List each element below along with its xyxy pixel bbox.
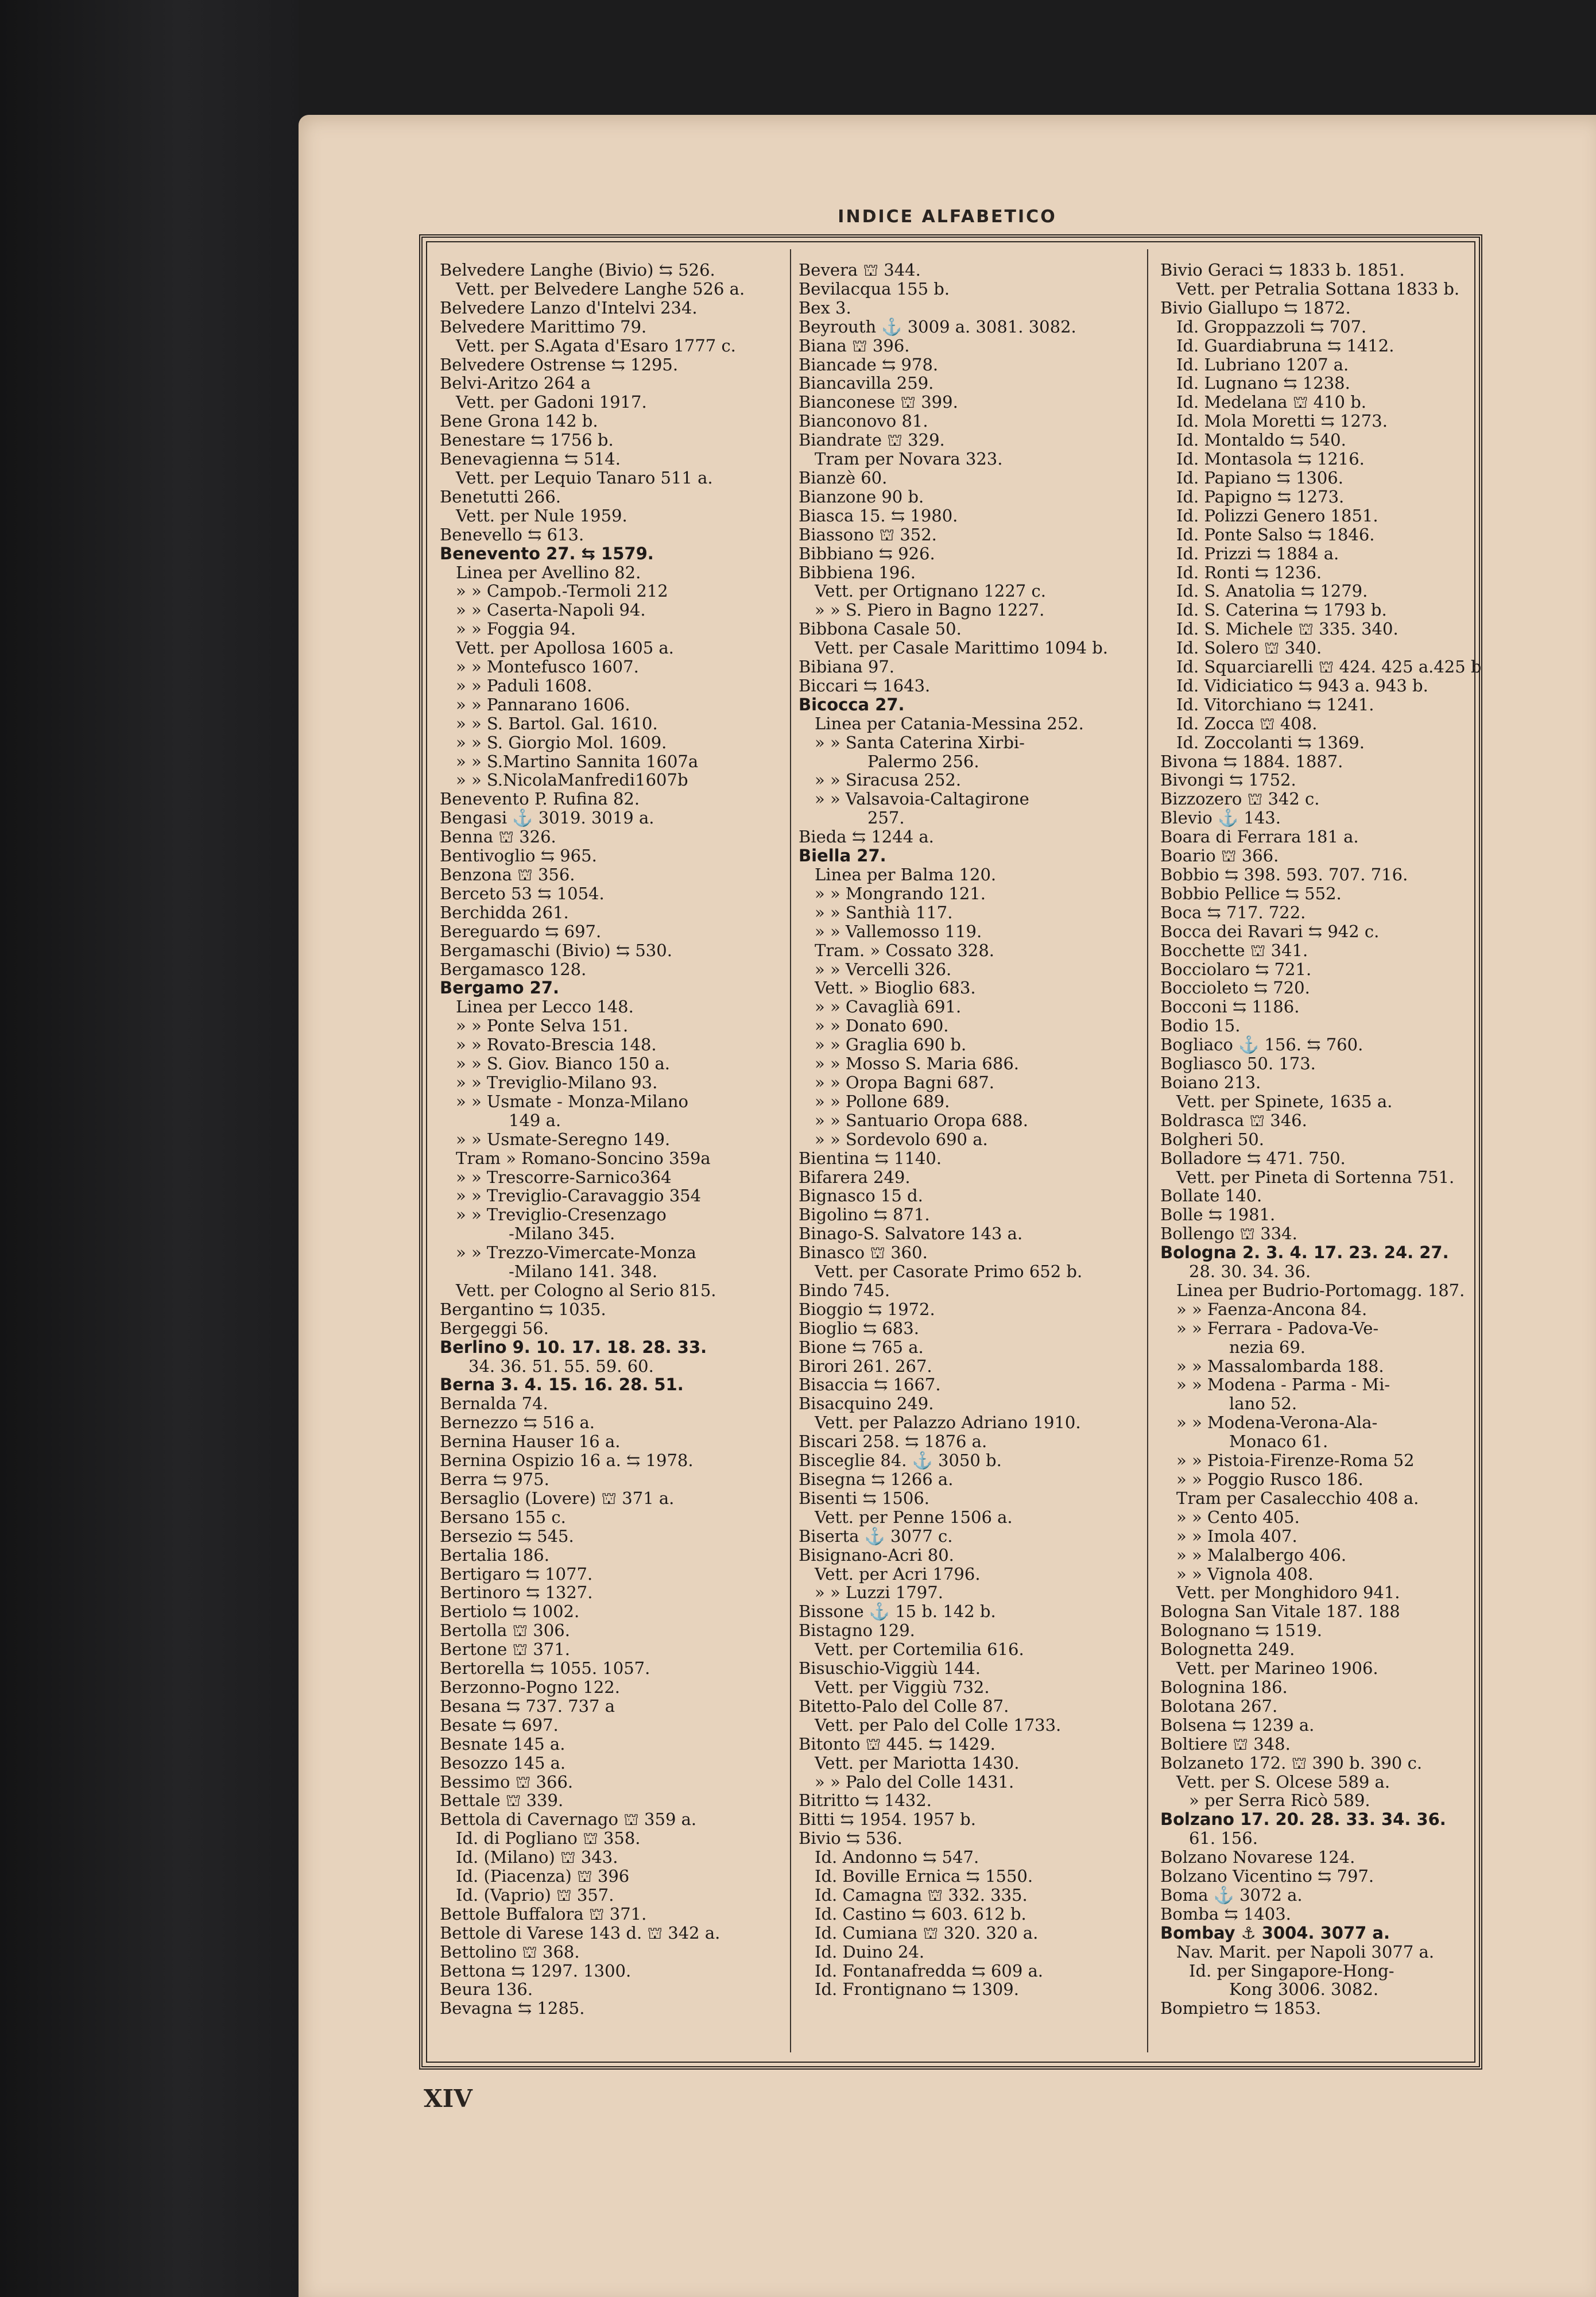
index-entry: » » Pannarano 1606. [456,694,630,714]
index-entry: » » Usmate - Monza-Milano [456,1091,688,1111]
index-entry: Biancade ⇆ 978. [799,354,939,374]
index-entry: » » Foggia 94. [456,619,576,639]
index-entry: Id. Papiano ⇆ 1306. [1176,467,1343,488]
index-entry: Id. Squarciarelli ⛫ 424. 425 a.425 b [1176,657,1482,677]
index-entry: Id. Montaldo ⇆ 540. [1176,430,1346,450]
index-entry: » » Malalbergo 406. [1176,1545,1347,1565]
index-entry: » » Donato 690. [815,1016,949,1036]
index-entry: Bogliaco ⚓ 156. ⇆ 760. [1160,1035,1363,1055]
index-entry: Id. Andonno ⇆ 547. [815,1847,979,1867]
index-entry: Vett. per Pineta di Sortenna 751. [1176,1167,1455,1187]
index-entry: » » S. Giov. Bianco 150 a. [456,1054,671,1074]
index-entry: Binasco ⛫ 360. [799,1243,928,1263]
index-entry: » » Santuario Oropa 688. [815,1110,1028,1130]
index-entry: Bivona ⇆ 1884. 1887. [1160,751,1343,771]
index-entry: Id. Vidiciatico ⇆ 943 a. 943 b. [1176,675,1428,695]
index-entry: Bevilacqua 155 b. [799,279,950,299]
index-entry: Biana ⛫ 396. [799,335,910,355]
index-entry: Belvedere Ostrense ⇆ 1295. [440,354,679,374]
index-entry: Besnate 145 a. [440,1734,565,1754]
index-entry: Bolognano ⇆ 1519. [1160,1621,1322,1641]
index-entry: Vett. per S.Agata d'Esaro 1777 c. [456,335,736,355]
index-entry: Id. Lugnano ⇆ 1238. [1176,373,1350,393]
index-entry: 34. 36. 51. 55. 59. 60. [468,1356,654,1376]
index-entry: Linea per Budrio-Portomagg. 187. [1176,1280,1465,1300]
index-entry: Bianconese ⛫ 399. [799,392,958,412]
index-entry: Bersezio ⇆ 545. [440,1526,574,1546]
index-entry: Bergamaschi (Bivio) ⇆ 530. [440,940,672,960]
index-entry: » » Pollone 689. [815,1091,950,1111]
index-entry: Vett. per Petralia Sottana 1833 b. [1176,279,1460,299]
index-entry: Boldrasca ⛫ 346. [1160,1110,1307,1130]
index-column-1 [440,261,784,2052]
index-entry: Bernina Ospizio 16 a. ⇆ 1978. [440,1451,694,1471]
index-entry: Bertorella ⇆ 1055. 1057. [440,1658,650,1679]
index-entry: Blevio ⚓ 143. [1160,808,1281,828]
index-entry: Id. (Vaprio) ⛫ 357. [456,1885,614,1905]
index-entry: Tram per Novara 323. [815,449,1003,469]
index-entry: Bolognina 186. [1160,1677,1288,1697]
index-entry: » » Cento 405. [1176,1507,1300,1527]
index-entry: Bogliasco 50. 173. [1160,1054,1316,1074]
index-entry: Bomba ⇆ 1403. [1160,1904,1291,1924]
index-entry: Id. (Piacenza) ⛫ 396 [456,1866,630,1886]
index-entry: Bolle ⇆ 1981. [1160,1205,1276,1225]
index-entry: » » Massalombarda 188. [1176,1356,1384,1376]
index-entry: Id. S. Anatolia ⇆ 1279. [1176,581,1368,601]
index-entry: Id. Papigno ⇆ 1273. [1176,486,1345,506]
index-entry: Tram. » Cossato 328. [815,940,994,960]
background-fabric [0,0,299,2297]
index-entry: Bernina Hauser 16 a. [440,1432,621,1452]
index-entry: » » Sordevolo 690 a. [815,1129,988,1149]
index-entry: » » S. Giorgio Mol. 1609. [456,732,667,752]
index-entry: Besozzo 145 a. [440,1753,566,1773]
index-entry: Linea per Catania-Messina 252. [815,713,1084,733]
index-entry: Id. Duino 24. [815,1942,925,1962]
index-entry: Bibiana 97. [799,657,895,677]
index-entry: Bocconi ⇆ 1186. [1160,997,1300,1017]
index-entry: Bertigaro ⇆ 1077. [440,1564,593,1584]
index-entry: Berchidda 261. [440,902,569,922]
index-entry: Bex 3. [799,297,851,318]
index-entry: » » Trescorre-Sarnico364 [456,1167,672,1187]
index-entry: Id. Frontignano ⇆ 1309. [815,1979,1019,2000]
index-entry: Id. S. Caterina ⇆ 1793 b. [1176,600,1387,620]
index-entry: Benna ⛫ 326. [440,827,556,847]
index-column-2 [799,261,1126,2052]
index-entry: Bisacquino 249. [799,1394,934,1414]
index-entry: Biasca 15. ⇆ 1980. [799,505,958,525]
index-entry: Berceto 53 ⇆ 1054. [440,883,605,903]
index-entry: Bertolla ⛫ 306. [440,1621,570,1641]
index-entry: Bocciolaro ⇆ 721. [1160,959,1312,979]
index-frame [419,234,1482,2070]
index-entry: Bissone ⚓ 15 b. 142 b. [799,1602,996,1622]
index-entry: Benevento 27. ⇆ 1579. [440,543,654,563]
index-entry: » » S.Martino Sannita 1607a [456,751,699,771]
index-entry: Bergamo 27. [440,978,560,998]
index-entry: Bolotana 267. [1160,1696,1278,1716]
index-entry: Bifarera 249. [799,1167,911,1187]
column-divider-2 [1147,249,1148,2052]
index-entry: -Milano 141. 348. [509,1262,658,1282]
index-entry: Bergantino ⇆ 1035. [440,1299,606,1319]
index-entry: Bolzano 17. 20. 28. 33. 34. 36. [1160,1809,1446,1830]
index-entry: Bindo 745. [799,1280,890,1300]
index-entry: Bolzano Novarese 124. [1160,1847,1355,1867]
index-entry: Id. Groppazzoli ⇆ 707. [1176,316,1367,337]
index-entry: Bitonto ⛫ 445. ⇆ 1429. [799,1734,995,1754]
index-entry: Id. Boville Ernica ⇆ 1550. [815,1866,1033,1886]
index-entry: Boma ⚓ 3072 a. [1160,1885,1303,1905]
index-entry: Belvedere Langhe (Bivio) ⇆ 526. [440,261,715,280]
page-number: XIV [424,2085,472,2113]
index-entry: Beyrouth ⚓ 3009 a. 3081. 3082. [799,316,1076,337]
index-entry: Bombay ⚓ 3004. 3077 a. [1160,1923,1390,1943]
index-entry: » » Campob.-Termoli 212 [456,581,668,601]
index-entry: Bitetto-Palo del Colle 87. [799,1696,1009,1716]
index-entry: » » Imola 407. [1176,1526,1297,1546]
index-entry: Bobbio ⇆ 398. 593. 707. 716. [1160,865,1408,884]
index-entry: Benestare ⇆ 1756 b. [440,430,614,450]
index-entry: Belvedere Lanzo d'Intelvi 234. [440,297,698,318]
index-entry: Kong 3006. 3082. [1229,1979,1379,2000]
index-entry: Bertiolo ⇆ 1002. [440,1602,580,1622]
index-entry: Id. Vitorchiano ⇆ 1241. [1176,694,1374,714]
index-entry: » » Mosso S. Maria 686. [815,1054,1019,1074]
index-entry: Id. Prizzi ⇆ 1884 a. [1176,543,1339,563]
index-entry: Bergamasco 128. [440,959,587,979]
index-entry: Biassono ⛫ 352. [799,524,937,544]
index-entry: » » Usmate-Seregno 149. [456,1129,671,1149]
index-entry: Bigolino ⇆ 871. [799,1205,930,1225]
index-entry: Id. (Milano) ⛫ 343. [456,1847,618,1867]
index-entry: 61. 156. [1189,1828,1258,1849]
index-entry: » » Treviglio-Cresenzago [456,1205,667,1225]
index-entry: Monaco 61. [1229,1432,1328,1452]
index-entry: Bibbiano ⇆ 926. [799,543,935,563]
index-entry: » » Santhià 117. [815,902,953,922]
index-entry: Berna 3. 4. 15. 16. 28. 51. [440,1375,684,1395]
index-entry: -Milano 345. [509,1224,615,1244]
index-entry: Bertalia 186. [440,1545,549,1565]
index-entry: Id. Cumiana ⛫ 320. 320 a. [815,1923,1039,1943]
index-entry: Bieda ⇆ 1244 a. [799,827,934,847]
index-entry: Bolsena ⇆ 1239 a. [1160,1715,1315,1735]
index-entry: Benevello ⇆ 613. [440,524,584,544]
index-entry: Bicocca 27. [799,694,905,714]
index-entry: Bitti ⇆ 1954. 1957 b. [799,1809,976,1830]
index-entry: Berzonno-Pogno 122. [440,1677,620,1697]
index-entry: Bisuschio-Viggiù 144. [799,1658,981,1679]
index-entry: lano 52. [1229,1394,1297,1414]
index-entry: Id. Montasola ⇆ 1216. [1176,449,1365,469]
index-entry: Id. Ronti ⇆ 1236. [1176,562,1322,582]
index-entry: Bisaccia ⇆ 1667. [799,1375,941,1395]
index-entry: Boiano 213. [1160,1072,1261,1092]
index-entry: Vett. per Spinete, 1635 a. [1176,1091,1393,1111]
index-entry: Vett. per Acri 1796. [815,1564,981,1584]
index-entry: » » Modena-Verona-Ala- [1176,1413,1378,1433]
index-entry: Bocchette ⛫ 341. [1160,940,1308,960]
index-entry: Id. Ponte Salso ⇆ 1846. [1176,524,1375,544]
index-entry: Linea per Lecco 148. [456,997,634,1017]
index-entry: Bianconovo 81. [799,411,928,431]
index-entry: Vett. per Palazzo Adriano 1910. [815,1413,1081,1433]
index-entry: » » Oropa Bagni 687. [815,1072,994,1092]
index-entry: Bianzè 60. [799,467,888,488]
index-entry: » per Serra Ricò 589. [1189,1791,1370,1811]
index-entry: Bivio ⇆ 536. [799,1828,903,1849]
index-entry: » » Mongrando 121. [815,883,986,903]
index-entry: Bolzano Vicentino ⇆ 797. [1160,1866,1374,1886]
index-entry: » » Treviglio-Caravaggio 354 [456,1186,702,1206]
index-entry: Bertinoro ⇆ 1327. [440,1583,593,1603]
index-entry: 257. [867,808,905,828]
index-entry: Vett. per Mariotta 1430. [815,1753,1020,1773]
index-entry: Vett. » Bioglio 683. [815,978,976,998]
index-entry: Benevagienna ⇆ 514. [440,449,621,469]
index-entry: Bersaglio (Lovere) ⛫ 371 a. [440,1488,675,1508]
index-entry: Bettole Buffalora ⛫ 371. [440,1904,647,1924]
index-entry: » » Poggio Rusco 186. [1176,1470,1363,1489]
index-entry: Biancavilla 259. [799,373,934,393]
index-entry: Id. Medelana ⛫ 410 b. [1176,392,1367,412]
index-entry: » » Rovato-Brescia 148. [456,1035,657,1055]
page-header: INDICE ALFABETICO [838,207,1057,227]
index-entry: Bentivoglio ⇆ 965. [440,846,597,866]
index-entry: Bollate 140. [1160,1186,1262,1206]
index-entry: Beura 136. [440,1979,533,2000]
index-entry: Bengasi ⚓ 3019. 3019 a. [440,808,654,828]
index-entry: Vett. per Gadoni 1917. [456,392,647,412]
index-entry: Bompietro ⇆ 1853. [1160,1998,1322,2018]
index-entry: Bivio Giallupo ⇆ 1872. [1160,297,1351,318]
index-column-3 [1160,261,1482,2052]
index-entry: Vett. per Casorate Primo 652 b. [815,1262,1083,1282]
index-entry: Bersano 155 c. [440,1507,566,1527]
index-entry: Bevagna ⇆ 1285. [440,1998,585,2018]
index-entry: Benetutti 266. [440,486,561,506]
index-entry: Bettole di Varese 143 d. ⛫ 342 a. [440,1923,720,1943]
index-entry: Linea per Balma 120. [815,865,997,884]
index-entry: » » Cavaglià 691. [815,997,962,1017]
index-entry: Biserta ⚓ 3077 c. [799,1526,953,1546]
index-entry: Bobbio Pellice ⇆ 552. [1160,883,1342,903]
index-entry: » » Santa Caterina Xirbi- [815,732,1025,752]
index-entry: Boltiere ⛫ 348. [1160,1734,1291,1754]
index-entry: » » Palo del Colle 1431. [815,1772,1014,1792]
index-entry: Bergeggi 56. [440,1318,549,1338]
index-entry: Biscari 258. ⇆ 1876 a. [799,1432,987,1452]
index-entry: » » Montefusco 1607. [456,657,639,677]
index-entry: » » Vallemosso 119. [815,921,982,941]
index-entry: Bivongi ⇆ 1752. [1160,770,1296,790]
index-entry: » » Siracusa 252. [815,770,962,790]
index-entry: Biccari ⇆ 1643. [799,675,931,695]
index-entry: Vett. per Lequio Tanaro 511 a. [456,467,713,488]
index-entry: Bisegna ⇆ 1266 a. [799,1470,954,1489]
index-entry: Bibbona Casale 50. [799,619,962,639]
index-entry: Vett. per Penne 1506 a. [815,1507,1013,1527]
index-entry: Bernezzo ⇆ 516 a. [440,1413,595,1433]
index-entry: Bodio 15. [1160,1016,1241,1036]
index-entry: Id. Camagna ⛫ 332. 335. [815,1885,1028,1905]
index-entry: Bientina ⇆ 1140. [799,1148,942,1168]
index-entry: Boario ⛫ 366. [1160,846,1279,866]
index-entry: Vett. per Palo del Colle 1733. [815,1715,1062,1735]
index-entry: Bivio Geraci ⇆ 1833 b. 1851. [1160,261,1405,280]
index-entry: Boccioleto ⇆ 720. [1160,978,1310,998]
index-entry: Biella 27. [799,846,886,866]
index-entry: Id. Castino ⇆ 603. 612 b. [815,1904,1026,1924]
index-entry: Bioglio ⇆ 683. [799,1318,919,1338]
index-entry: Id. S. Michele ⛫ 335. 340. [1176,619,1399,639]
index-entry: Bocca dei Ravari ⇆ 942 c. [1160,921,1380,941]
index-entry: Tram per Casalecchio 408 a. [1176,1488,1419,1508]
index-entry: Bereguardo ⇆ 697. [440,921,602,941]
index-entry: » » Caserta-Napoli 94. [456,600,646,620]
index-entry: Boara di Ferrara 181 a. [1160,827,1359,847]
index-entry: Berra ⇆ 975. [440,1470,549,1489]
index-entry: Bisceglie 84. ⚓ 3050 b. [799,1451,1002,1471]
index-entry: Id. Guardiabruna ⇆ 1412. [1176,335,1394,355]
index-entry: Vett. per S. Olcese 589 a. [1176,1772,1390,1792]
index-entry: Id. Solero ⛫ 340. [1176,638,1322,658]
index-entry: Palermo 256. [867,751,979,771]
index-entry: Birori 261. 267. [799,1356,932,1376]
index-entry: Binago-S. Salvatore 143 a. [799,1224,1023,1244]
index-entry: Vett. per Ortignano 1227 c. [815,581,1046,601]
index-entry: Bessimo ⛫ 366. [440,1772,574,1792]
index-entry: Bolognetta 249. [1160,1639,1295,1660]
index-entry: Linea per Avellino 82. [456,562,641,582]
index-entry: » » Ferrara - Padova-Ve- [1176,1318,1379,1338]
index-entry: Vett. per Nule 1959. [456,505,627,525]
index-entry: » » Vercelli 326. [815,959,952,979]
index-entry: Bibbiena 196. [799,562,916,582]
index-entry: Bernalda 74. [440,1394,548,1414]
index-entry: Bologna San Vitale 187. 188 [1160,1602,1400,1622]
index-entry: Bistagno 129. [799,1621,915,1641]
index-entry: Bolzaneto 172. ⛫ 390 b. 390 c. [1160,1753,1423,1773]
index-entry: Bollengo ⛫ 334. [1160,1224,1297,1244]
index-entry: Vett. per Cortemilia 616. [815,1639,1024,1660]
index-entry: Tram » Romano-Soncino 359a [456,1148,711,1168]
index-entry: Bisignano-Acri 80. [799,1545,954,1565]
index-entry: Bene Grona 142 b. [440,411,598,431]
index-entry: » » S. Piero in Bagno 1227. [815,600,1045,620]
index-entry: Benzona ⛫ 356. [440,865,575,884]
index-entry: » » Faenza-Ancona 84. [1176,1299,1368,1319]
index-entry: nezia 69. [1229,1337,1306,1357]
index-entry: Bignasco 15 d. [799,1186,923,1206]
index-entry: Id. Fontanafredda ⇆ 609 a. [815,1960,1044,1981]
index-entry: Bologna 2. 3. 4. 17. 23. 24. 27. [1160,1243,1449,1263]
index-entry: » » S.NicolaManfredi1607b [456,770,688,790]
index-entry: Id. Lubriano 1207 a. [1176,354,1349,374]
index-entry: 149 a. [509,1110,561,1130]
index-entry: Bolgheri 50. [1160,1129,1264,1149]
index-entry: Bizzozero ⛫ 342 c. [1160,789,1320,809]
index-entry: Bettolino ⛫ 368. [440,1942,580,1962]
column-divider-1 [790,249,791,2052]
index-entry: Vett. per Cologno al Serio 815. [456,1280,716,1300]
index-entry: » » Pistoia-Firenze-Roma 52 [1176,1451,1415,1471]
index-entry: Bianzone 90 b. [799,486,924,506]
index-entry: » » Vignola 408. [1176,1564,1314,1584]
index-entry: Id. Zocca ⛫ 408. [1176,713,1318,733]
index-entry: Belvi-Aritzo 264 a [440,373,591,393]
index-entry: Besate ⇆ 697. [440,1715,559,1735]
index-entry: » » Modena - Parma - Mi- [1176,1375,1390,1395]
index-entry: Bisenti ⇆ 1506. [799,1488,929,1508]
index-entry: Vett. per Marineo 1906. [1176,1658,1378,1679]
index-entry: » » Treviglio-Milano 93. [456,1072,658,1092]
index-entry: Nav. Marit. per Napoli 3077 a. [1176,1942,1435,1962]
book-page [299,115,1596,2297]
index-entry: Vett. per Viggiù 732. [815,1677,990,1697]
index-entry: » » Graglia 690 b. [815,1035,967,1055]
index-entry: » » Ponte Selva 151. [456,1016,629,1036]
index-entry: Bolladore ⇆ 471. 750. [1160,1148,1346,1168]
index-entry: » » S. Bartol. Gal. 1610. [456,713,658,733]
index-entry: Vett. per Apollosa 1605 a. [456,638,674,658]
index-entry: Bione ⇆ 765 a. [799,1337,924,1357]
index-entry: Id. Mola Moretti ⇆ 1273. [1176,411,1388,431]
index-entry: » » Luzzi 1797. [815,1583,943,1603]
index-entry: Bertone ⛫ 371. [440,1639,570,1660]
index-entry: » » Paduli 1608. [456,675,592,695]
index-entry: Benevento P. Rufina 82. [440,789,640,809]
index-entry: Id. di Pogliano ⛫ 358. [456,1828,641,1849]
index-entry: Vett. per Monghidoro 941. [1176,1583,1400,1603]
index-entry: » » Trezzo-Vimercate-Monza [456,1243,696,1263]
index-entry: 28. 30. 34. 36. [1189,1262,1311,1282]
index-entry: » » Valsavoia-Caltagirone [815,789,1029,809]
index-entry: Bettola di Cavernago ⛫ 359 a. [440,1809,697,1830]
index-entry: Bitritto ⇆ 1432. [799,1791,932,1811]
index-entry: Id. per Singapore-Hong- [1189,1960,1394,1981]
index-entry: Besana ⇆ 737. 737 a [440,1696,615,1716]
index-entry: Bettona ⇆ 1297. 1300. [440,1960,632,1981]
index-entry: Bettale ⛫ 339. [440,1791,564,1811]
index-entry: Bioggio ⇆ 1972. [799,1299,935,1319]
index-entry: Vett. per Casale Marittimo 1094 b. [815,638,1108,658]
index-entry: Belvedere Marittimo 79. [440,316,647,337]
index-entry: Id. Zoccolanti ⇆ 1369. [1176,732,1365,752]
index-entry: Biandrate ⛫ 329. [799,430,945,450]
index-entry: Boca ⇆ 717. 722. [1160,902,1306,922]
index-entry: Id. Polizzi Genero 1851. [1176,505,1378,525]
index-entry: Bevera ⛫ 344. [799,261,921,280]
index-entry: Vett. per Belvedere Langhe 526 a. [456,279,745,299]
index-entry: Berlino 9. 10. 17. 18. 28. 33. [440,1337,707,1357]
